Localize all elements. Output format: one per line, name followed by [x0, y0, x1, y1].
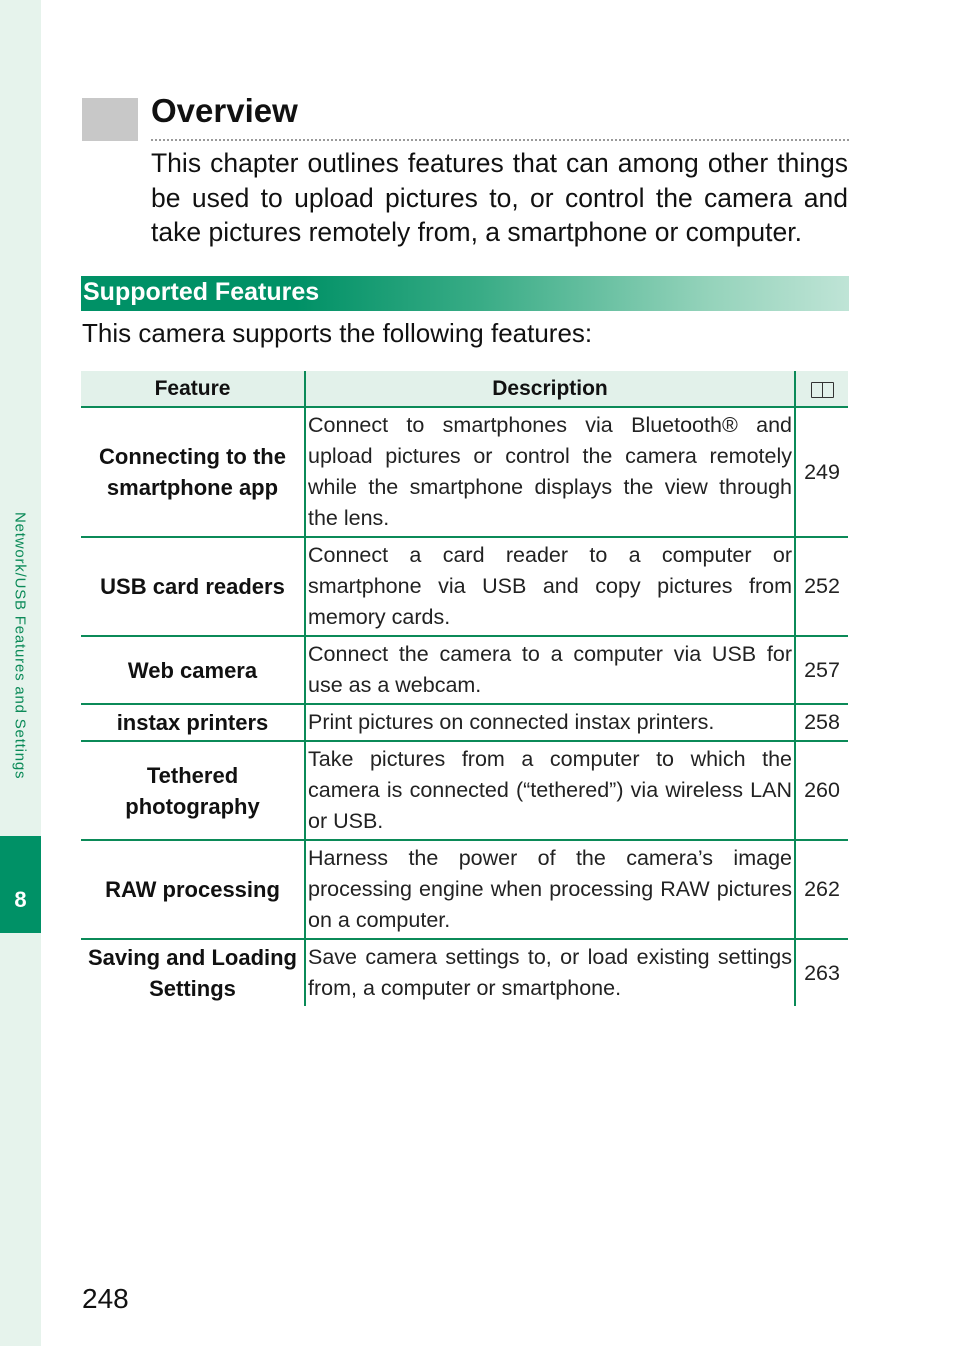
heading-marker [82, 98, 138, 141]
feature-name: Tethered photography [81, 741, 305, 840]
chapter-side-label: Network/USB Features and Settings [11, 512, 29, 780]
page-reference[interactable]: 263 [804, 960, 840, 985]
table-row [81, 840, 848, 939]
table-row [81, 939, 848, 1006]
feature-name: USB card readers [81, 537, 305, 636]
feature-description: Harness the power of the camera’s image processing engine when processing RAW pictures on a computer. [305, 840, 795, 939]
table-header-row [81, 371, 848, 407]
page-reference[interactable]: 249 [795, 407, 848, 537]
feature-description: Take pictures from a computer to which the camera is connected (“tethered”) via wireless LAN or USB. [305, 741, 795, 840]
feature-name: Connecting to the smartphone app [81, 407, 305, 537]
title-divider [151, 139, 849, 141]
feature-description: Connect the camera to a computer via USB for use as a webcam. [305, 636, 795, 704]
feature-description: Connect a card reader to a computer or smartphone via USB and copy pictures from memory cards. [305, 537, 795, 636]
page-reference[interactable]: 260 [795, 741, 848, 840]
page-reference[interactable]: 262 [795, 840, 848, 939]
feature-name: instax printers [81, 704, 305, 741]
intro-paragraph: This chapter outlines features that can among other things be used to upload pictures to, or control the camera and take pictures remotely from, a smartphone or computer. [151, 148, 848, 247]
book-icon [810, 380, 834, 398]
page-number: 248 [82, 1283, 129, 1314]
section-header-bar [81, 276, 849, 311]
feature-name: RAW processing [81, 840, 305, 939]
feature-description: Connect to smartphones via Bluetooth® and upload pictures or control the camera remotely while the smartphone displays the view through the lens. [305, 407, 795, 537]
page-reference[interactable]: 258 [795, 704, 848, 741]
table-row [81, 537, 848, 636]
feature-description: Print pictures on connected instax printers. [305, 704, 795, 741]
header-description: Description [305, 371, 795, 407]
table-row [81, 636, 848, 704]
chapter-number: 8 [14, 887, 27, 912]
feature-name: Saving and Loading Settings [81, 939, 305, 1006]
table-row [81, 741, 848, 840]
header-feature: Feature [81, 371, 305, 407]
feature-name: Web camera [81, 636, 305, 704]
features-table [81, 371, 848, 1006]
table-row [81, 407, 848, 537]
header-page [795, 371, 848, 407]
feature-description: Save camera settings to, or load existing settings from, a computer or smartphone. [305, 939, 795, 1006]
chapter-tab[interactable] [0, 836, 41, 933]
page-reference[interactable]: 252 [795, 537, 848, 636]
page-title: Overview [151, 92, 298, 129]
section-lead: This camera supports the following features: [82, 318, 593, 348]
table-row [81, 704, 848, 741]
page-reference[interactable]: 257 [795, 636, 848, 704]
section-title: Supported Features [83, 278, 320, 306]
